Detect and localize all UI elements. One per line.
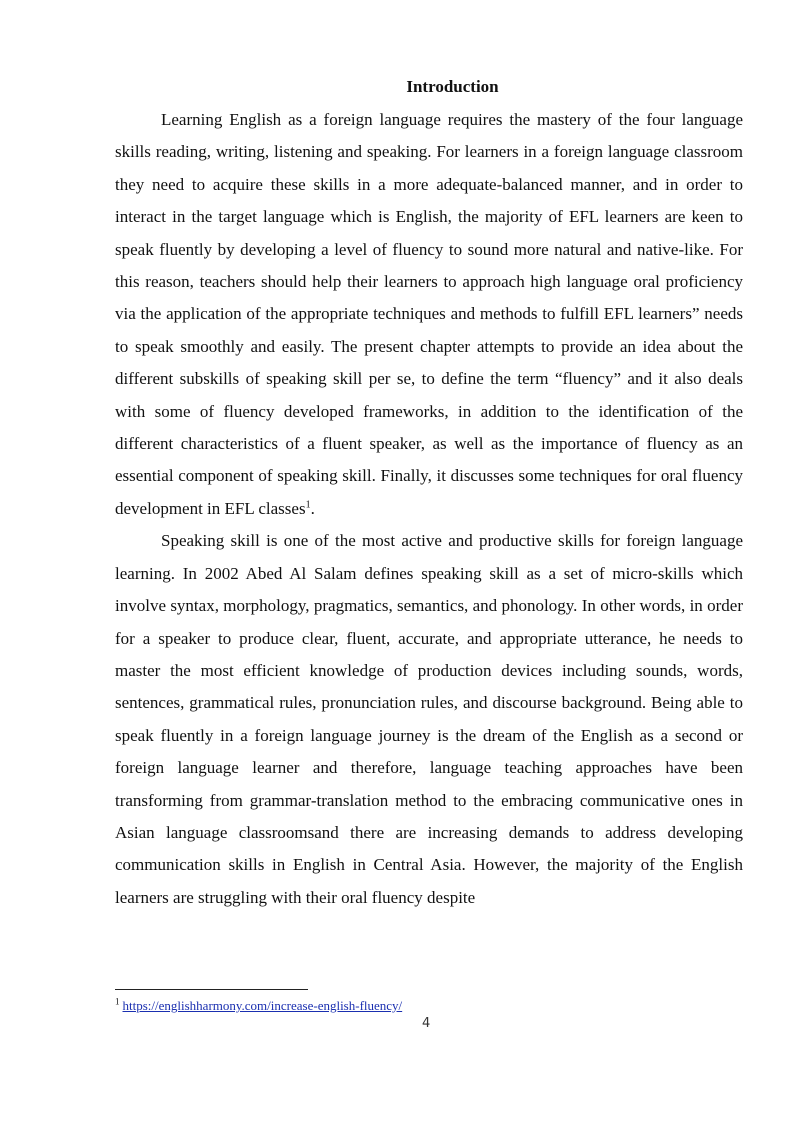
- footnote: [115, 997, 402, 1015]
- footnote-marker: 1: [115, 996, 120, 1007]
- paragraph-1: [115, 104, 743, 525]
- section-title: Introduction: [406, 77, 499, 96]
- paragraph-2-text: Speaking skill is one of the most active and productive skills for foreign language learning. In 2002 Abed Al Salam defines speaking skill as a set of micro-skills which involve syntax, morphology, pragmatics, semantics, and phonology. In other words, in order for a speaker to produce clear, fluent, accurate, and appropriate utterance, he needs to master the most efficient knowledge of production devices including sounds, words, sentences, grammatical rules, pronunciation rules, and discourse background. Being able to speak fluently in a foreign language journey is the dream of the English as a second or foreign language learner and therefore, language teaching approaches have been transforming from grammar-translation method to the embracing communicative ones in Asian language classroomsand there are increasing demands to address developing communication skills in English in Central Asia. However, the majority of the English learners are struggling with their oral fluency despite: [115, 531, 743, 907]
- page-number: 4: [422, 1016, 431, 1031]
- footnote-divider: [115, 989, 308, 990]
- paragraph-2: [115, 525, 743, 914]
- footnote-link[interactable]: https://englishharmony.com/increase-english-fluency/: [122, 998, 403, 1013]
- paragraph-1-text: Learning English as a foreign language requires the mastery of the four language skills reading, writing, listening and speaking. For learners in a foreign language classroom they need to acquire these skills in a more adequate-balanced manner, and in order to interact in the target language which is English, the majority of EFL learners are keen to speak fluently by developing a level of fluency to sound more natural and native-like. For this reason, teachers should help their learners to approach high language oral proficiency via the application of the appropriate techniques and methods to fulfill EFL learners” needs to speak smoothly and easily. The present chapter attempts to provide an idea about the different subskills of speaking skill per se, to define the term “fluency” and it also deals with some of fluency developed frameworks, in addition to the identification of the different characteristics of a fluent speaker, as well as the importance of fluency as an essential component of speaking skill. Finally, it discusses some techniques for oral fluency development in EFL classes: [115, 110, 743, 518]
- footnote-reference[interactable]: 1: [305, 499, 311, 511]
- body-text: [115, 104, 743, 914]
- paragraph-1-end: .: [310, 498, 315, 518]
